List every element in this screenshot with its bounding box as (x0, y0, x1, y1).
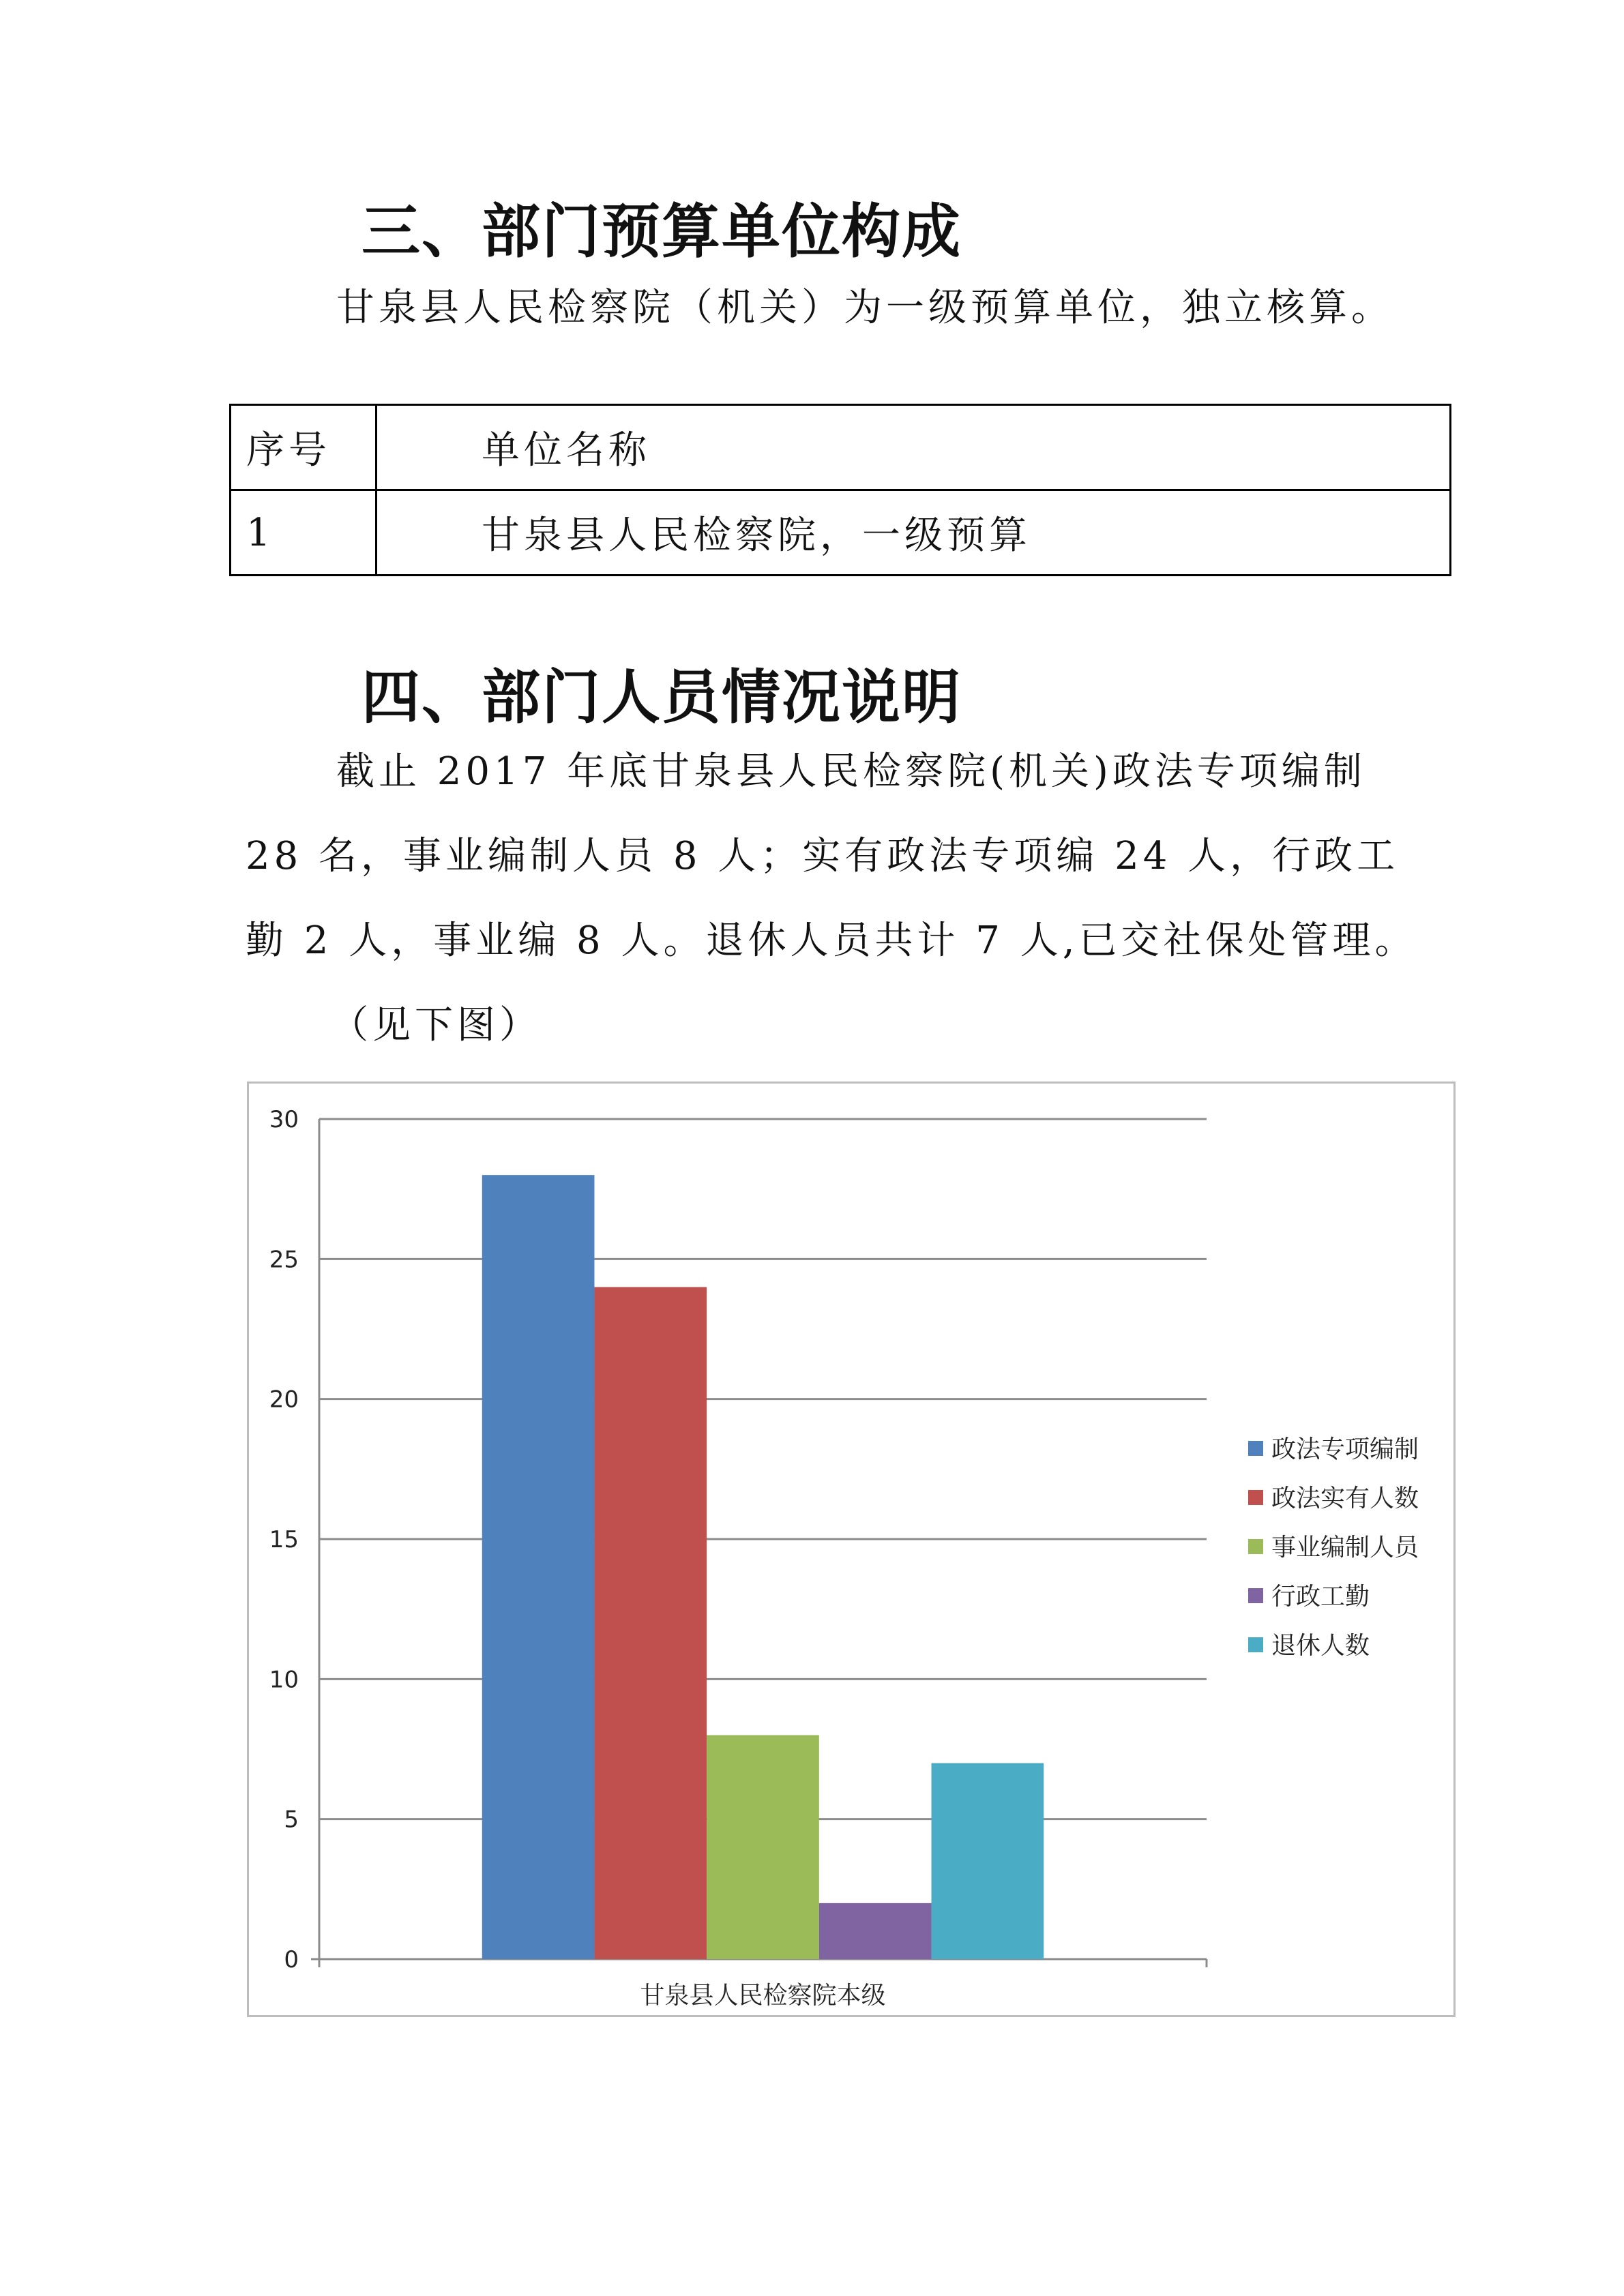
section-4-line-1: 截止 2017 年底甘泉县人民检察院(机关)政法专项编制 (336, 749, 1366, 794)
legend-label: 行政工勤 (1271, 1583, 1370, 1611)
section-4-line-3: 勤 2 人，事业编 8 人。退休人员共计 7 人,已交社保处管理。 (246, 919, 1417, 963)
y-tick-label: 30 (269, 1106, 299, 1133)
y-tick-label: 0 (284, 1946, 299, 1973)
section-4-title: 四、部门人员情况说明 (361, 664, 962, 732)
table-cell-unit-name: 甘泉县人民检察院，一级预算 (377, 490, 1451, 576)
legend-label: 退休人数 (1271, 1632, 1370, 1660)
bar (819, 1903, 932, 1959)
section-3-title: 三、部门预算单位构成 (361, 198, 962, 266)
table-cell-index: 1 (231, 490, 377, 576)
section-4-line-4: （见下图） (330, 1003, 542, 1047)
legend-swatch (1248, 1490, 1263, 1505)
y-tick-label: 25 (269, 1246, 299, 1274)
y-tick-label: 15 (269, 1526, 299, 1553)
legend-swatch (1248, 1588, 1263, 1603)
y-tick-label: 20 (269, 1386, 299, 1414)
bar (932, 1763, 1044, 1959)
legend-swatch (1248, 1637, 1263, 1652)
bar (707, 1735, 819, 1959)
table-header-row (231, 405, 1451, 490)
legend-label: 事业编制人员 (1271, 1534, 1419, 1562)
legend-swatch (1248, 1539, 1263, 1554)
legend-label: 政法实有人数 (1271, 1485, 1419, 1512)
legend-label: 政法专项编制 (1271, 1435, 1419, 1463)
chart-canvas (249, 1084, 1453, 2015)
section-3-intro: 甘泉县人民检察院（机关）为一级预算单位，独立核算。 (336, 286, 1393, 330)
bar (594, 1287, 707, 1959)
table-header-unit-name: 单位名称 (377, 405, 1451, 490)
staff-bar-chart (247, 1082, 1456, 2017)
bar (482, 1175, 595, 1959)
x-category-label: 甘泉县人民检察院本级 (640, 1982, 886, 2010)
table-header-index: 序号 (231, 405, 377, 490)
section-4-line-2: 28 名，事业编制人员 8 人；实有政法专项编 24 人，行政工 (246, 834, 1400, 878)
y-tick-label: 10 (269, 1666, 299, 1694)
table-row (231, 490, 1451, 576)
legend-swatch (1248, 1441, 1263, 1456)
y-tick-label: 5 (284, 1806, 299, 1834)
budget-unit-table (229, 404, 1451, 576)
